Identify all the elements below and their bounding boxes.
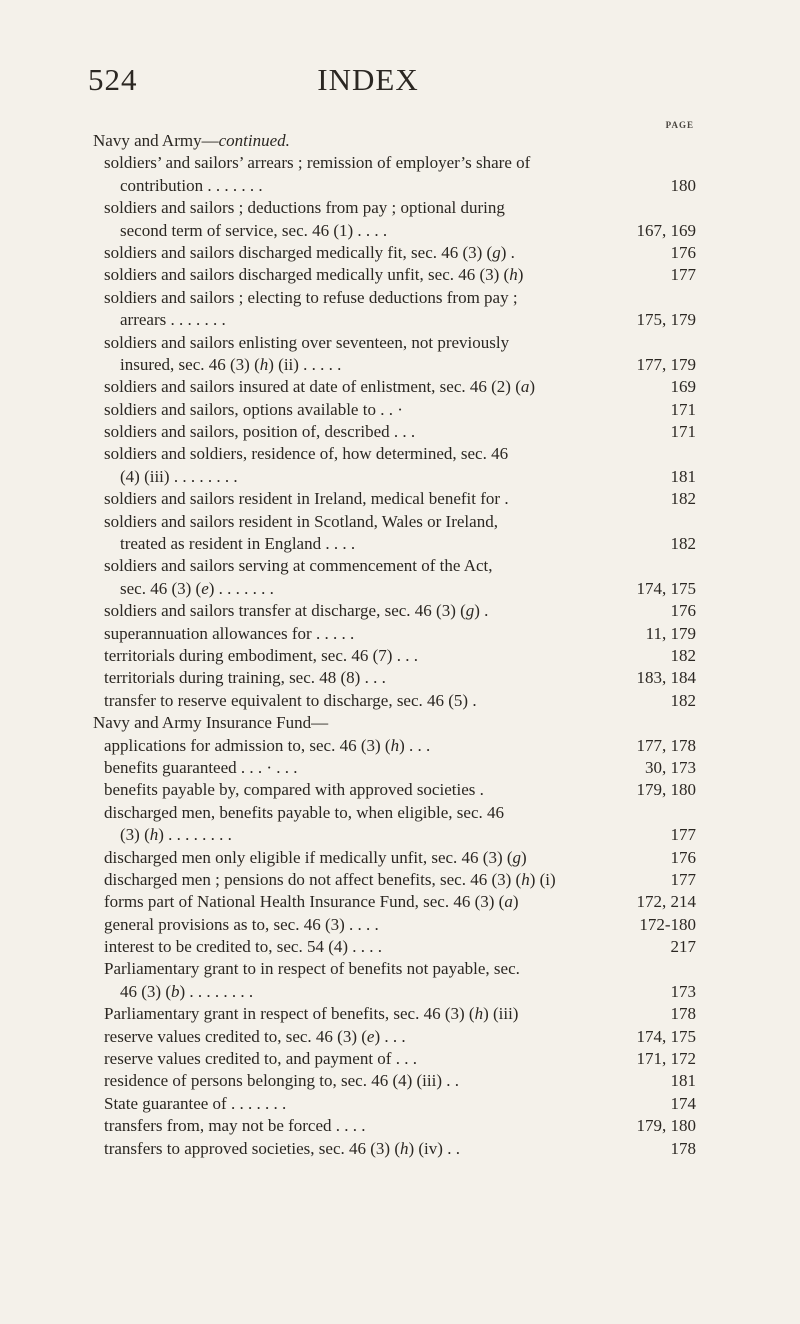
entry-text: reserve values credited to, and payment of . . . xyxy=(104,1049,417,1069)
entry-text: soldiers and sailors resident in Ireland, medical benefit for . xyxy=(104,489,509,509)
entry-page-ref: 169 xyxy=(670,377,696,397)
entry-text: residence of persons belonging to, sec. 46 (4) (iii) . . xyxy=(104,1071,460,1091)
entry-text: Parliamentary grant to in respect of benefits not payable, sec. xyxy=(104,959,520,979)
entry-page-ref: 175, 179 xyxy=(636,310,696,330)
entry-text: soldiers and sailors, options available to . . · xyxy=(104,399,403,419)
index-entry xyxy=(0,1070,800,1092)
entry-text: soldiers and sailors ; deductions from pay ; optional during xyxy=(104,198,505,218)
entry-page-ref: 174, 175 xyxy=(636,1026,696,1046)
entry-text: insured, sec. 46 (3) (h) (ii) . . . . . xyxy=(120,354,342,374)
entry-page-ref: 173 xyxy=(670,981,696,1001)
index-entry xyxy=(0,645,800,667)
entry-page-ref: 182 xyxy=(670,690,696,710)
index-heading xyxy=(0,712,800,734)
index-entry xyxy=(0,824,800,846)
entry-text: superannuation allowances for . . . . . xyxy=(104,623,355,643)
entry-text: soldiers and sailors, position of, described . . . xyxy=(104,422,416,442)
entry-text: discharged men ; pensions do not affect benefits, sec. 46 (3) (h) (i) xyxy=(104,869,556,889)
entry-page-ref: 176 xyxy=(670,242,696,262)
entry-page-ref: 172, 214 xyxy=(636,892,696,912)
entry-page-ref: 182 xyxy=(670,645,696,665)
entry-text: territorials during training, sec. 48 (8) . . . xyxy=(104,668,386,688)
entry-page-ref: 177 xyxy=(670,265,696,285)
index-entry xyxy=(0,175,800,197)
entry-page-ref: 182 xyxy=(670,534,696,554)
entry-text: soldiers and sailors ; electing to refuse deductions from pay ; xyxy=(104,287,518,307)
entry-page-ref: 217 xyxy=(670,937,696,957)
page-column-label: PAGE xyxy=(665,120,694,130)
index-entry xyxy=(0,1138,800,1160)
index-entry xyxy=(0,555,800,577)
entry-text: benefits guaranteed . . . · . . . xyxy=(104,757,298,777)
index-entry xyxy=(0,779,800,801)
entry-text: Parliamentary grant in respect of benefits, sec. 46 (3) (h) (iii) xyxy=(104,1004,519,1024)
entry-text: (4) (iii) . . . . . . . . xyxy=(120,466,238,486)
entry-text: second term of service, sec. 46 (1) . . . . xyxy=(120,220,388,240)
entry-text: contribution . . . . . . . xyxy=(120,175,263,195)
index-entry xyxy=(0,936,800,958)
entry-page-ref: 178 xyxy=(670,1138,696,1158)
entry-text: territorials during embodiment, sec. 46 (7) . . . xyxy=(104,645,418,665)
entry-text: treated as resident in England . . . . xyxy=(120,534,356,554)
page-header xyxy=(88,62,648,102)
entry-page-ref: 176 xyxy=(670,601,696,621)
entry-page-ref: 183, 184 xyxy=(636,668,696,688)
index-entry xyxy=(0,1026,800,1048)
index-entry xyxy=(0,891,800,913)
entry-text: discharged men, benefits payable to, when eligible, sec. 46 xyxy=(104,802,505,822)
index-entry xyxy=(0,600,800,622)
index-entry xyxy=(0,332,800,354)
entry-text: general provisions as to, sec. 46 (3) . . . . xyxy=(104,914,379,934)
entry-text: soldiers and soldiers, residence of, how determined, sec. 46 xyxy=(104,444,509,464)
entry-text: sec. 46 (3) (e) . . . . . . . xyxy=(120,578,274,598)
index-entry xyxy=(0,1115,800,1137)
entry-page-ref: 11, 179 xyxy=(645,623,696,643)
index-entry xyxy=(0,376,800,398)
entry-text: transfer to reserve equivalent to discharge, sec. 46 (5) . xyxy=(104,690,477,710)
entry-page-ref: 171 xyxy=(670,422,696,442)
entry-page-ref: 171, 172 xyxy=(636,1049,696,1069)
index-entry xyxy=(0,511,800,533)
index-entry xyxy=(0,623,800,645)
entry-text: soldiers and sailors discharged medically fit, sec. 46 (3) (g) . xyxy=(104,242,515,262)
entry-text: soldiers and sailors resident in Scotland, Wales or Ireland, xyxy=(104,511,498,531)
entry-text: Navy and Army Insurance Fund— xyxy=(93,713,329,733)
entry-page-ref: 182 xyxy=(670,489,696,509)
entry-page-ref: 179, 180 xyxy=(636,1116,696,1136)
entry-page-ref: 176 xyxy=(670,847,696,867)
entry-text: soldiers and sailors serving at commencement of the Act, xyxy=(104,556,493,576)
index-entry xyxy=(0,399,800,421)
index-heading xyxy=(0,130,800,152)
index-entry xyxy=(0,690,800,712)
index-entry xyxy=(0,667,800,689)
index-entry xyxy=(0,242,800,264)
entry-text: discharged men only eligible if medically unfit, sec. 46 (3) (g) xyxy=(104,847,527,867)
entry-page-ref: 172-180 xyxy=(639,914,696,934)
index-entry xyxy=(0,443,800,465)
index-entry xyxy=(0,914,800,936)
entry-text: soldiers and sailors discharged medically unfit, sec. 46 (3) (h) xyxy=(104,265,524,285)
index-entry xyxy=(0,578,800,600)
page-number: 524 xyxy=(88,62,138,97)
entry-text: soldiers and sailors insured at date of enlistment, sec. 46 (2) (a) xyxy=(104,377,536,397)
entry-text: (3) (h) . . . . . . . . xyxy=(120,825,232,845)
index-entry xyxy=(0,1003,800,1025)
entry-page-ref: 179, 180 xyxy=(636,780,696,800)
index-entry xyxy=(0,869,800,891)
index-entries xyxy=(0,130,800,1160)
entry-text: reserve values credited to, sec. 46 (3) (e) . . . xyxy=(104,1026,406,1046)
index-entry xyxy=(0,197,800,219)
entry-page-ref: 180 xyxy=(670,175,696,195)
index-entry xyxy=(0,309,800,331)
entry-text: interest to be credited to, sec. 54 (4) . . . . xyxy=(104,937,383,957)
entry-page-ref: 177, 179 xyxy=(636,354,696,374)
index-entry xyxy=(0,264,800,286)
index-entry xyxy=(0,488,800,510)
index-entry xyxy=(0,1048,800,1070)
entry-page-ref: 171 xyxy=(670,399,696,419)
index-entry xyxy=(0,757,800,779)
entry-page-ref: 174 xyxy=(670,1093,696,1113)
entry-text: soldiers and sailors enlisting over seventeen, not previously xyxy=(104,332,510,352)
entry-text: benefits payable by, compared with approved societies . xyxy=(104,780,484,800)
entry-text: applications for admission to, sec. 46 (3) (h) . . . xyxy=(104,735,431,755)
index-entry xyxy=(0,981,800,1003)
entry-text: State guarantee of . . . . . . . xyxy=(104,1093,287,1113)
entry-text: arrears . . . . . . . xyxy=(120,310,226,330)
index-entry xyxy=(0,847,800,869)
index-entry xyxy=(0,735,800,757)
index-entry xyxy=(0,1093,800,1115)
entry-page-ref: 177 xyxy=(670,825,696,845)
entry-page-ref: 178 xyxy=(670,1004,696,1024)
index-entry xyxy=(0,802,800,824)
entry-page-ref: 181 xyxy=(670,466,696,486)
index-entry xyxy=(0,421,800,443)
entry-text: soldiers and sailors transfer at discharge, sec. 46 (3) (g) . xyxy=(104,601,489,621)
entry-text: transfers from, may not be forced . . . . xyxy=(104,1116,366,1136)
index-entry xyxy=(0,220,800,242)
page-title: INDEX xyxy=(317,62,419,97)
entry-text: forms part of National Health Insurance Fund, sec. 46 (3) (a) xyxy=(104,892,519,912)
index-entry xyxy=(0,152,800,174)
index-entry xyxy=(0,958,800,980)
entry-page-ref: 174, 175 xyxy=(636,578,696,598)
entry-text: soldiers’ and sailors’ arrears ; remission of employer’s share of xyxy=(104,153,531,173)
index-entry xyxy=(0,287,800,309)
entry-text: 46 (3) (b) . . . . . . . . xyxy=(120,981,254,1001)
entry-page-ref: 167, 169 xyxy=(636,220,696,240)
entry-page-ref: 177, 178 xyxy=(636,735,696,755)
entry-page-ref: 177 xyxy=(670,869,696,889)
entry-text: Navy and Army—continued. xyxy=(93,131,290,150)
entry-page-ref: 181 xyxy=(670,1071,696,1091)
index-entry xyxy=(0,466,800,488)
entry-page-ref: 30, 173 xyxy=(645,757,696,777)
index-entry xyxy=(0,533,800,555)
entry-text: transfers to approved societies, sec. 46 (3) (h) (iv) . . xyxy=(104,1138,460,1158)
index-entry xyxy=(0,354,800,376)
